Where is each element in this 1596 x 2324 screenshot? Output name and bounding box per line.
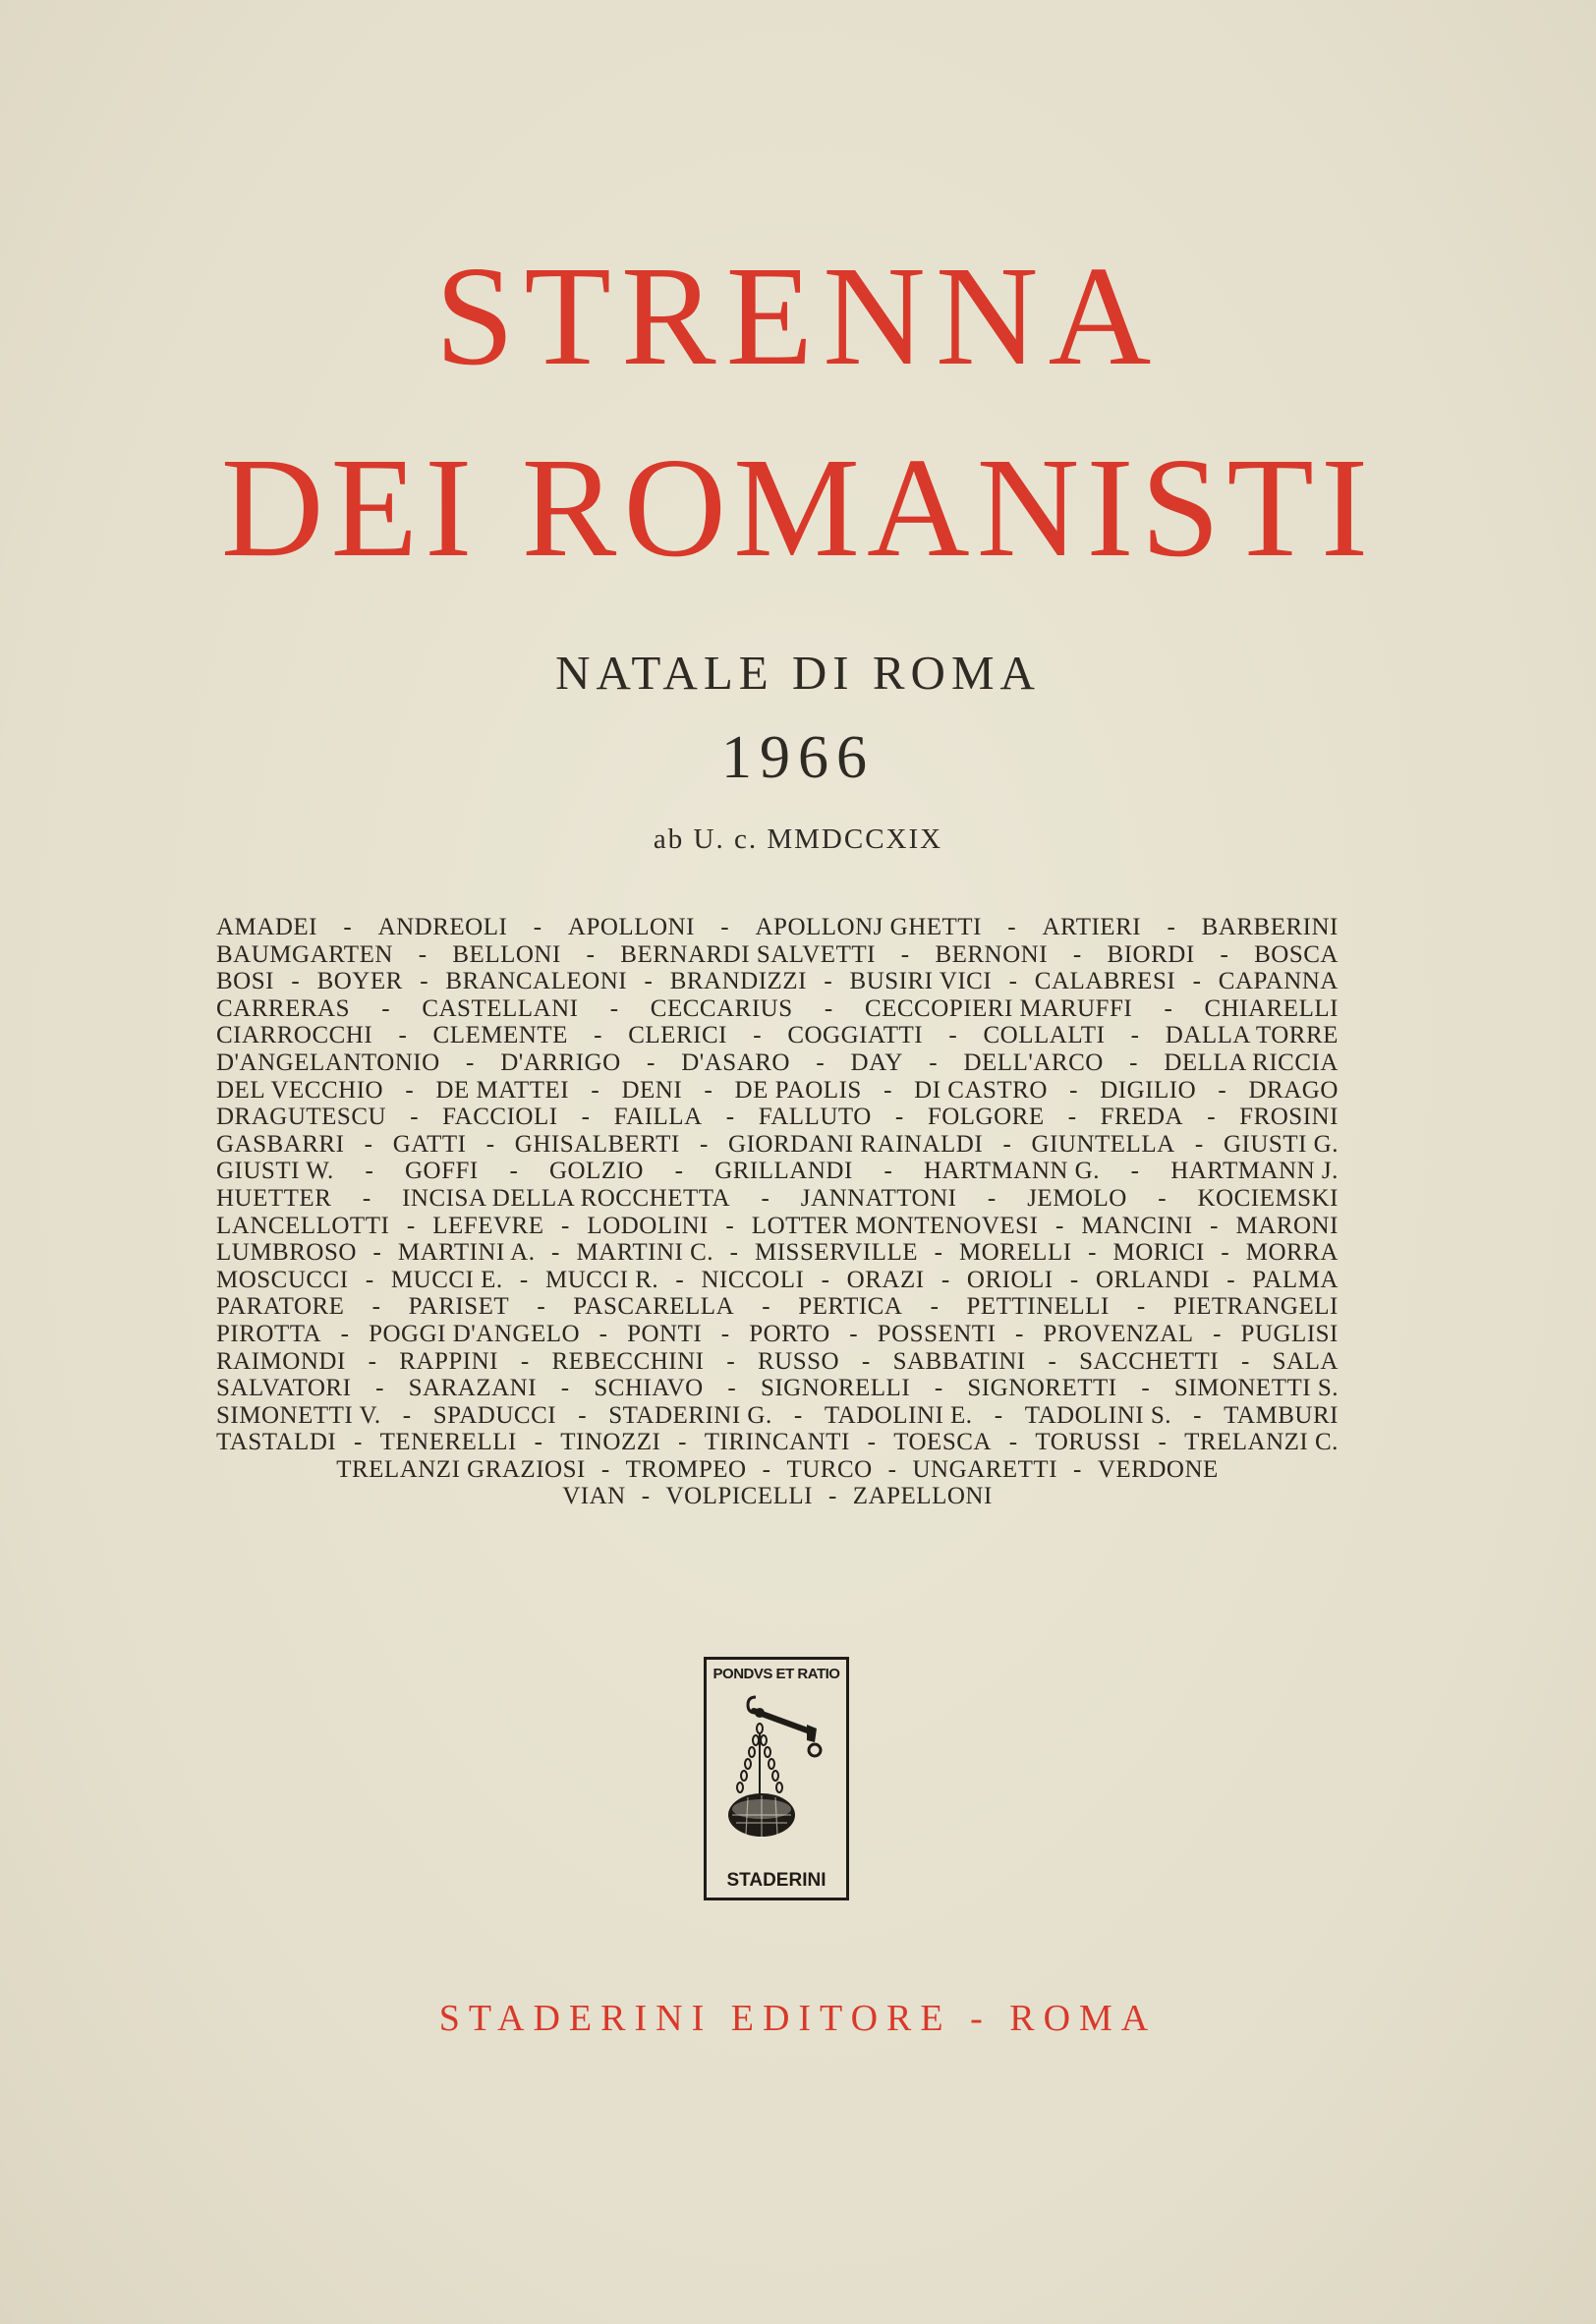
author-line — [216, 1321, 1339, 1348]
name-separator: - — [641, 1483, 651, 1510]
name-separator: - — [948, 1022, 958, 1049]
author-name: SPADUCCI — [432, 1401, 557, 1429]
name-separator: - — [887, 1455, 897, 1483]
name-separator: - — [372, 1239, 382, 1267]
author-name: TASTALDI — [216, 1429, 337, 1456]
name-separator: - — [930, 1293, 940, 1321]
author-name: UNGARETTI — [912, 1455, 1058, 1483]
name-separator: - — [1067, 1104, 1077, 1131]
author-name: D'ARRIGO — [500, 1049, 621, 1076]
name-separator: - — [534, 1429, 543, 1456]
author-name: GOFFI — [405, 1158, 479, 1185]
name-separator: - — [485, 1130, 495, 1158]
publisher-imprint: STADERINI EDITORE - ROMA — [438, 1998, 1158, 2039]
author-line — [216, 1077, 1339, 1105]
name-separator: - — [793, 1401, 803, 1429]
name-separator: - — [699, 1130, 709, 1158]
name-separator: - — [824, 968, 833, 995]
author-name: CASTELLANI — [422, 994, 579, 1022]
author-name: MANCINI — [1081, 1212, 1193, 1239]
author-name: MORRA — [1245, 1239, 1339, 1267]
author-line — [216, 1185, 1339, 1213]
author-line — [216, 1158, 1339, 1185]
printer-mark-motto: PONDVS ET RATIO — [712, 1666, 840, 1682]
author-name: GOLZIO — [548, 1158, 644, 1185]
name-separator: - — [598, 1320, 608, 1347]
author-name: APOLLONJ GHETTI — [755, 914, 982, 940]
name-separator: - — [720, 914, 730, 940]
author-name: SCHIAVO — [594, 1375, 704, 1402]
name-separator: - — [934, 1375, 943, 1402]
author-name: SALVATORI — [216, 1375, 352, 1402]
name-separator: - — [343, 914, 353, 940]
author-name: STADERINI G. — [608, 1401, 772, 1429]
author-name: BERNONI — [935, 940, 1049, 968]
name-separator: - — [1193, 1401, 1202, 1429]
name-separator: - — [994, 1401, 1003, 1429]
name-separator: - — [827, 1483, 837, 1510]
author-name: AMADEI — [216, 914, 317, 940]
author-name: DEL VECCHIO — [216, 1076, 384, 1104]
name-separator: - — [1015, 1320, 1024, 1347]
author-name: PIETRANGELI — [1172, 1293, 1339, 1321]
name-separator: - — [365, 1158, 374, 1185]
name-separator: - — [1167, 914, 1176, 940]
author-name: HARTMANN J. — [1170, 1158, 1339, 1185]
name-separator: - — [929, 1049, 939, 1076]
name-separator: - — [551, 1239, 560, 1267]
author-name: VIAN — [562, 1483, 626, 1510]
author-name: FACCIOLI — [442, 1104, 558, 1131]
name-separator: - — [1207, 1104, 1217, 1131]
name-separator: - — [1072, 940, 1082, 968]
name-separator: - — [578, 1401, 588, 1429]
name-separator: - — [934, 1239, 943, 1267]
name-separator: - — [1141, 1375, 1151, 1402]
author-name: PASCARELLA — [573, 1293, 735, 1321]
author-name: DRAGUTESCU — [216, 1104, 387, 1131]
name-separator: - — [940, 1266, 950, 1293]
author-name: PALMA — [1252, 1266, 1339, 1293]
name-separator: - — [1008, 968, 1018, 995]
author-name: KOCIEMSKI — [1197, 1184, 1339, 1212]
name-separator: - — [761, 1184, 770, 1212]
author-name: FOLGORE — [927, 1104, 1045, 1131]
subtitle: NATALE DI ROMA — [555, 646, 1041, 700]
name-separator: - — [1194, 1130, 1204, 1158]
author-name: SIGNORELLI — [760, 1375, 911, 1402]
author-line — [216, 1022, 1339, 1049]
name-separator: - — [762, 1455, 771, 1483]
author-name: GASBARRI — [216, 1130, 345, 1158]
name-separator: - — [406, 1212, 416, 1239]
name-separator: - — [987, 1184, 997, 1212]
name-separator: - — [1220, 940, 1229, 968]
author-name: FROSINI — [1239, 1104, 1339, 1131]
author-name: GIUSTI W. — [216, 1158, 334, 1185]
name-separator: - — [1054, 1212, 1064, 1239]
name-separator: - — [410, 1104, 420, 1131]
author-name: SIMONETTI V. — [216, 1401, 381, 1429]
author-name: PUGLISI — [1240, 1320, 1339, 1347]
author-name: TRELANZI C. — [1184, 1429, 1339, 1456]
author-name: TURCO — [786, 1455, 873, 1483]
author-name: JANNATTONI — [800, 1184, 957, 1212]
author-line — [216, 1049, 1339, 1077]
name-separator: - — [894, 1104, 904, 1131]
name-separator: - — [591, 1076, 600, 1104]
author-name: GIORDANI RAINALDI — [728, 1130, 984, 1158]
author-line — [216, 995, 1339, 1023]
name-separator: - — [674, 1158, 684, 1185]
author-name: DENI — [621, 1076, 683, 1104]
author-name: MORELLI — [958, 1239, 1072, 1267]
name-separator: - — [1221, 1239, 1230, 1267]
name-separator: - — [560, 1375, 570, 1402]
author-name: FREDA — [1100, 1104, 1184, 1131]
name-separator: - — [1213, 1320, 1222, 1347]
name-separator: - — [824, 994, 833, 1022]
name-separator: - — [405, 1076, 415, 1104]
name-separator: - — [1218, 1076, 1227, 1104]
author-line — [216, 1375, 1339, 1402]
author-name: PERTICA — [798, 1293, 903, 1321]
name-separator: - — [1002, 1130, 1012, 1158]
author-name: GHISALBERTI — [514, 1130, 680, 1158]
author-line — [216, 968, 1339, 995]
author-name: D'ASARO — [681, 1049, 790, 1076]
author-name: ORAZI — [846, 1266, 925, 1293]
author-name: DI CASTRO — [914, 1076, 1048, 1104]
author-name: ANDREOLI — [377, 914, 508, 940]
name-separator: - — [609, 994, 619, 1022]
author-name: BAUMGARTEN — [216, 940, 393, 968]
name-separator: - — [537, 1293, 546, 1321]
author-name: JEMOLO — [1027, 1184, 1127, 1212]
author-name: FALLUTO — [758, 1104, 872, 1131]
author-name: CLEMENTE — [432, 1022, 568, 1049]
author-line — [216, 1483, 1339, 1510]
title-line-1: STRENNA — [434, 238, 1162, 395]
name-separator: - — [1158, 1429, 1168, 1456]
author-name: CIARROCCHI — [216, 1022, 373, 1049]
name-separator: - — [375, 1375, 384, 1402]
name-separator: - — [354, 1429, 363, 1456]
author-line — [216, 1267, 1339, 1294]
name-separator: - — [861, 1347, 871, 1375]
name-separator: - — [402, 1401, 412, 1429]
name-separator: - — [1130, 1022, 1140, 1049]
author-name: CALABRESI — [1034, 968, 1176, 995]
author-name: BRANDIZZI — [669, 968, 807, 995]
author-name: BELLONI — [452, 940, 561, 968]
name-separator: - — [581, 1104, 591, 1131]
printer-mark-name: STADERINI — [726, 1870, 826, 1891]
name-separator: - — [884, 1076, 892, 1104]
name-separator: - — [340, 1320, 350, 1347]
author-name: BOSI — [216, 968, 274, 995]
author-name: PONTI — [627, 1320, 703, 1347]
title-line-2: DEI ROMANISTI — [220, 429, 1376, 587]
author-name: BARBERINI — [1201, 914, 1339, 940]
name-separator: - — [1158, 1184, 1168, 1212]
author-name: DELL'ARCO — [963, 1049, 1104, 1076]
author-name: LODOLINI — [587, 1212, 709, 1239]
author-name: PARATORE — [216, 1293, 345, 1321]
author-line — [216, 1104, 1339, 1131]
author-name: TINOZZI — [560, 1429, 661, 1456]
author-name: ZAPELLONI — [852, 1483, 993, 1510]
author-name: BIORDI — [1107, 940, 1195, 968]
author-list — [216, 914, 1339, 1510]
author-line — [216, 1293, 1339, 1321]
author-name: DAY — [850, 1049, 903, 1076]
author-line — [216, 1429, 1339, 1456]
name-separator: - — [1226, 1266, 1236, 1293]
author-name: TIRINCANTI — [704, 1429, 850, 1456]
name-separator: - — [867, 1429, 877, 1456]
name-separator: - — [675, 1266, 685, 1293]
author-name: TROMPEO — [625, 1455, 747, 1483]
name-separator: - — [1069, 1076, 1078, 1104]
name-separator: - — [371, 1293, 381, 1321]
author-name: HARTMANN G. — [923, 1158, 1100, 1185]
author-name: NICCOLI — [701, 1266, 805, 1293]
name-separator: - — [600, 1455, 610, 1483]
author-name: ORIOLI — [966, 1266, 1054, 1293]
author-name: ARTIERI — [1042, 914, 1142, 940]
author-name: D'ANGELANTONIO — [216, 1049, 440, 1076]
steelyard-balance-icon — [716, 1689, 836, 1866]
name-separator: - — [509, 1158, 519, 1185]
author-name: SIMONETTI S. — [1173, 1375, 1339, 1402]
year: 1966 — [721, 724, 875, 791]
author-name: DALLA TORRE — [1165, 1022, 1339, 1049]
author-name: BOYER — [316, 968, 403, 995]
name-separator: - — [726, 1347, 736, 1375]
name-separator: - — [704, 1076, 713, 1104]
author-name: TENERELLI — [379, 1429, 517, 1456]
name-separator: - — [720, 1320, 730, 1347]
author-name: CARRERAS — [216, 994, 350, 1022]
author-line — [216, 1456, 1339, 1484]
author-name: SARAZANI — [408, 1375, 538, 1402]
name-separator: - — [647, 1049, 656, 1076]
author-line — [216, 1402, 1339, 1430]
name-separator: - — [762, 1293, 771, 1321]
author-name: HUETTER — [216, 1184, 332, 1212]
name-separator: - — [291, 968, 301, 995]
author-name: DE MATTEI — [435, 1076, 570, 1104]
author-line — [216, 1131, 1339, 1159]
name-separator: - — [1069, 1266, 1079, 1293]
name-separator: - — [1192, 968, 1202, 995]
name-separator: - — [900, 940, 910, 968]
name-separator: - — [561, 1212, 570, 1239]
author-name: ORLANDI — [1095, 1266, 1210, 1293]
author-name: LEFEVRE — [432, 1212, 544, 1239]
author-name: VOLPICELLI — [665, 1483, 813, 1510]
author-name: CECCOPIERI MARUFFI — [864, 994, 1133, 1022]
name-separator: - — [753, 1022, 763, 1049]
author-name: LOTTER MONTENOVESI — [751, 1212, 1039, 1239]
author-name: RUSSO — [757, 1347, 840, 1375]
author-line — [216, 1239, 1339, 1267]
author-name: PARISET — [408, 1293, 510, 1321]
author-name: MUCCI E. — [390, 1266, 503, 1293]
name-separator: - — [644, 968, 654, 995]
author-name: TAMBURI — [1224, 1401, 1339, 1429]
name-separator: - — [520, 1347, 530, 1375]
author-line — [216, 1348, 1339, 1376]
printer-mark — [704, 1657, 849, 1900]
name-separator: - — [849, 1320, 859, 1347]
author-name: CHIARELLI — [1204, 994, 1339, 1022]
name-separator: - — [1129, 1049, 1138, 1076]
author-name: TORUSSI — [1035, 1429, 1141, 1456]
author-name: MOSCUCCI — [216, 1266, 349, 1293]
author-name: MISSERVILLE — [755, 1239, 918, 1267]
name-separator: - — [1210, 1212, 1219, 1239]
author-name: GATTI — [392, 1130, 467, 1158]
author-line — [216, 1213, 1339, 1240]
author-name: BOSCA — [1254, 940, 1339, 968]
author-name: VERDONE — [1097, 1455, 1219, 1483]
name-separator: - — [725, 1104, 735, 1131]
author-name: MARONI — [1235, 1212, 1339, 1239]
author-name: POGGI D'ANGELO — [369, 1320, 581, 1347]
name-separator: - — [1240, 1347, 1250, 1375]
author-name: TRELANZI GRAZIOSI — [336, 1455, 586, 1483]
name-separator: - — [381, 994, 391, 1022]
author-name: PROVENZAL — [1043, 1320, 1194, 1347]
name-separator: - — [1008, 1429, 1018, 1456]
author-name: PIROTTA — [216, 1320, 322, 1347]
author-name: LANCELLOTTI — [216, 1212, 390, 1239]
author-name: SALA — [1272, 1347, 1339, 1375]
author-line — [216, 914, 1339, 941]
author-name: MARTINI C. — [576, 1239, 714, 1267]
author-name: SIGNORETTI — [967, 1375, 1117, 1402]
author-name: PETTINELLI — [966, 1293, 1110, 1321]
ab-urbe-condita-date: ab U. c. MMDCCXIX — [653, 823, 943, 855]
author-name: MORICI — [1112, 1239, 1205, 1267]
name-separator: - — [365, 1266, 374, 1293]
name-separator: - — [594, 1022, 602, 1049]
author-name: CAPANNA — [1218, 968, 1339, 995]
author-name: DELLA RICCIA — [1164, 1049, 1339, 1076]
name-separator: - — [725, 1212, 735, 1239]
name-separator: - — [466, 1049, 475, 1076]
name-separator: - — [816, 1049, 826, 1076]
name-separator: - — [519, 1266, 529, 1293]
author-name: RAPPINI — [399, 1347, 499, 1375]
author-name: CECCARIUS — [650, 994, 793, 1022]
name-separator: - — [1073, 1455, 1082, 1483]
author-name: PORTO — [749, 1320, 830, 1347]
name-separator: - — [362, 1184, 371, 1212]
author-name: COGGIATTI — [787, 1022, 924, 1049]
author-name: LUMBROSO — [216, 1239, 357, 1267]
author-name: GIUSTI G. — [1223, 1130, 1339, 1158]
name-separator: - — [1088, 1239, 1097, 1267]
name-separator: - — [364, 1130, 373, 1158]
name-separator: - — [1130, 1158, 1140, 1185]
author-name: MARTINI A. — [397, 1239, 536, 1267]
author-name: SABBATINI — [892, 1347, 1026, 1375]
name-separator: - — [821, 1266, 830, 1293]
author-name: BRANCALEONI — [445, 968, 628, 995]
name-separator: - — [418, 940, 428, 968]
author-name: TOESCA — [893, 1429, 992, 1456]
author-name: GIUNTELLA — [1031, 1130, 1175, 1158]
author-name: INCISA DELLA ROCCHETTA — [402, 1184, 731, 1212]
name-separator: - — [420, 968, 429, 995]
author-name: GRILLANDI — [714, 1158, 853, 1185]
author-name: CLERICI — [628, 1022, 727, 1049]
author-name: DIGILIO — [1100, 1076, 1197, 1104]
author-name: TADOLINI S. — [1024, 1401, 1172, 1429]
name-separator: - — [1164, 994, 1173, 1022]
author-name: POSSENTI — [877, 1320, 997, 1347]
name-separator: - — [586, 940, 596, 968]
author-name: TADOLINI E. — [824, 1401, 973, 1429]
name-separator: - — [368, 1347, 377, 1375]
author-line — [216, 941, 1339, 969]
author-name: RAIMONDI — [216, 1347, 346, 1375]
author-name: APOLLONI — [567, 914, 695, 940]
author-name: SACCHETTI — [1079, 1347, 1220, 1375]
name-separator: - — [1048, 1347, 1057, 1375]
name-separator: - — [884, 1158, 893, 1185]
author-name: BUSIRI VICI — [849, 968, 993, 995]
name-separator: - — [729, 1239, 739, 1267]
author-name: COLLALTI — [983, 1022, 1106, 1049]
name-separator: - — [678, 1429, 687, 1456]
author-name: DRAGO — [1248, 1076, 1339, 1104]
name-separator: - — [398, 1022, 408, 1049]
author-name: MUCCI R. — [544, 1266, 659, 1293]
name-separator: - — [533, 914, 542, 940]
name-separator: - — [1007, 914, 1017, 940]
author-name: BERNARDI SALVETTI — [620, 940, 876, 968]
author-name: DE PAOLIS — [734, 1076, 862, 1104]
name-separator: - — [727, 1375, 737, 1402]
author-name: REBECCHINI — [551, 1347, 705, 1375]
name-separator: - — [1136, 1293, 1146, 1321]
author-name: FAILLA — [613, 1104, 703, 1131]
